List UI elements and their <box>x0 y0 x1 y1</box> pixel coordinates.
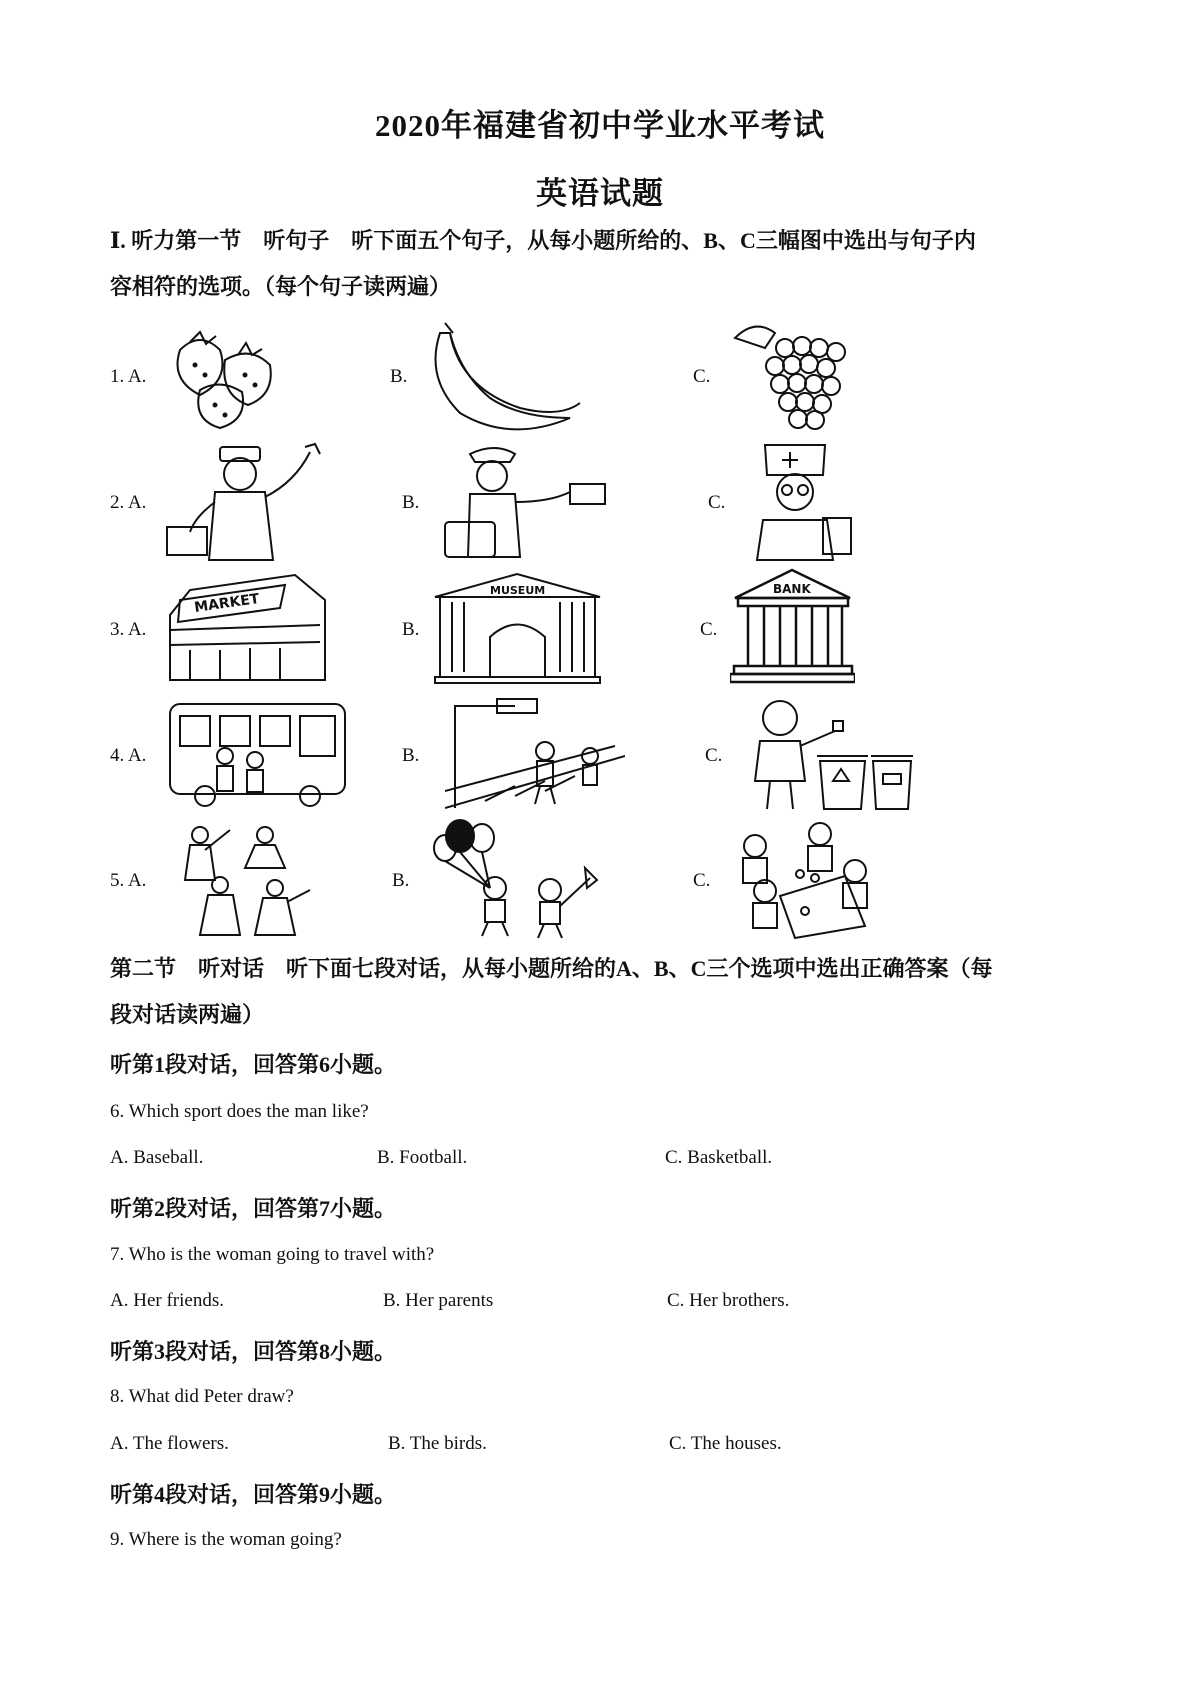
dialogue4-heading: 听第4段对话，回答第9小题。 <box>110 1482 397 1507</box>
q6-option-a: A. Baseball. <box>110 1147 204 1168</box>
bank-sign: BANK <box>773 582 811 596</box>
item2-label-a: 2. A. <box>110 492 147 513</box>
picnic-image <box>725 816 885 941</box>
balloons-image <box>420 818 600 940</box>
item4-label-a: 4. A. <box>110 745 147 766</box>
bananas-image <box>420 318 585 438</box>
section1-heading-line1: Ⅰ. 听力第一节 听句子 听下面五个句子，从每小题所给的、B、C三幅图中选出与句子内 <box>110 228 976 253</box>
dialogue1-heading: 听第1段对话，回答第6小题。 <box>110 1052 397 1077</box>
dialogue3-heading: 听第3段对话，回答第8小题。 <box>110 1339 397 1364</box>
worker-image <box>165 442 330 562</box>
section1-heading <box>110 218 1100 310</box>
exam-title: 2020年福建省初中学业水平考试 <box>375 108 825 143</box>
item3-label-c: C. <box>700 619 718 640</box>
bus-image <box>165 696 350 808</box>
postman-image <box>440 442 610 562</box>
q7-option-b: B. Her parents <box>383 1290 494 1311</box>
item5-label-a: 5. A. <box>110 870 147 891</box>
q6-option-c: C. Basketball. <box>665 1147 773 1168</box>
dialogue2-heading: 听第2段对话，回答第7小题。 <box>110 1196 397 1221</box>
q6-option-b: B. Football. <box>377 1147 468 1168</box>
bank-image <box>730 568 855 685</box>
item3-label-b: B. <box>402 619 420 640</box>
item4-label-b: B. <box>402 745 420 766</box>
question8: 8. What did Peter draw? <box>110 1386 294 1407</box>
question7: 7. Who is the woman going to travel with? <box>110 1244 435 1265</box>
item3-label-a: 3. A. <box>110 619 147 640</box>
market-image <box>160 570 335 685</box>
crossing-road-image <box>445 696 625 811</box>
section2-heading-line2: 段对话读两遍） <box>110 1002 265 1027</box>
exam-subtitle: 英语试题 <box>536 176 664 211</box>
item5-label-b: B. <box>392 870 410 891</box>
section2-heading-line1: 第二节 听对话 听下面七段对话，从每小题所给的A、B、C三个选项中选出正确答案（每 <box>110 956 993 981</box>
museum-image <box>430 572 605 684</box>
section1-heading-line2: 容相符的选项。（每个句子读两遍） <box>110 274 452 299</box>
strawberries-image <box>160 320 285 430</box>
section2-heading <box>110 946 1100 1038</box>
item2-label-c: C. <box>708 492 726 513</box>
q8-option-b: B. The birds. <box>388 1433 487 1454</box>
question9: 9. Where is the woman going? <box>110 1529 342 1550</box>
item1-label-b: B. <box>390 366 408 387</box>
question6: 6. Which sport does the man like? <box>110 1101 369 1122</box>
q8-option-a: A. The flowers. <box>110 1433 229 1454</box>
item2-label-b: B. <box>402 492 420 513</box>
q7-option-c: C. Her brothers. <box>667 1290 790 1311</box>
museum-sign: MUSEUM <box>490 584 546 597</box>
doctor-image <box>745 440 855 562</box>
market-sign: MARKET <box>193 590 261 616</box>
item1-label-a: 1. A. <box>110 366 147 387</box>
item5-label-c: C. <box>693 870 711 891</box>
item4-label-c: C. <box>705 745 723 766</box>
q8-option-c: C. The houses. <box>669 1433 782 1454</box>
dancing-image <box>175 820 315 938</box>
q7-option-a: A. Her friends. <box>110 1290 224 1311</box>
item1-label-c: C. <box>693 366 711 387</box>
recycling-image <box>745 696 915 811</box>
grapes-image <box>730 318 855 436</box>
